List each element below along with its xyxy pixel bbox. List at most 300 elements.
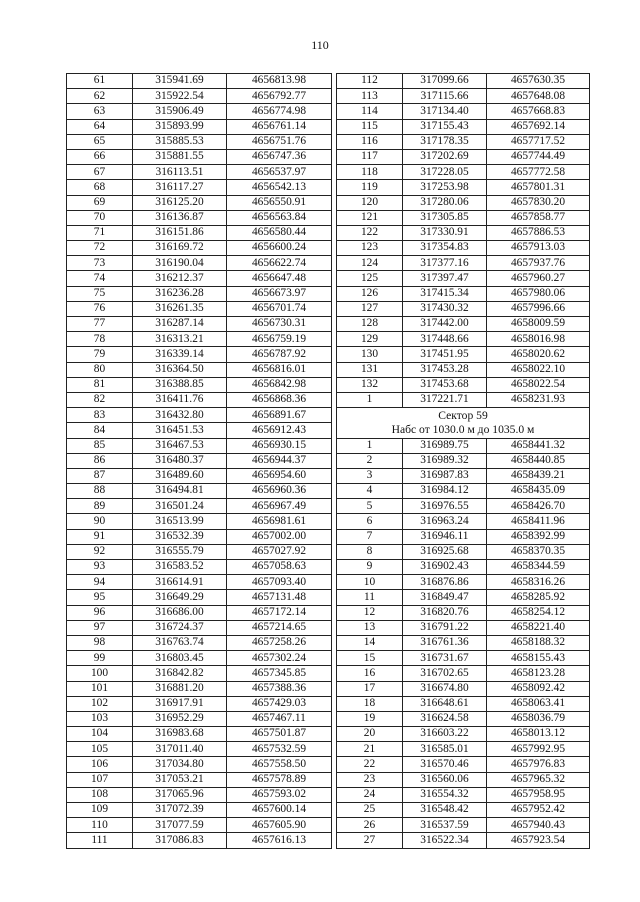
x-coordinate-cell: 316532.39: [133, 529, 227, 544]
x-coordinate-cell: 316761.36: [403, 635, 487, 650]
table-row: [67, 666, 332, 681]
x-coordinate-cell: 317077.59: [133, 818, 227, 833]
sector-title-row: [337, 408, 590, 423]
x-coordinate-cell: 317072.39: [133, 803, 227, 818]
point-number-cell: 109: [67, 803, 133, 818]
y-coordinate-cell: 4658344.59: [487, 560, 590, 575]
table-row: [67, 119, 332, 134]
point-number-cell: 72: [67, 241, 133, 256]
y-coordinate-cell: 4657093.40: [227, 575, 332, 590]
table-row: [337, 210, 590, 225]
y-coordinate-cell: 4657952.42: [487, 803, 590, 818]
point-number-cell: 112: [337, 74, 403, 89]
point-number-cell: 95: [67, 590, 133, 605]
point-number-cell: 98: [67, 635, 133, 650]
point-number-cell: 73: [67, 256, 133, 271]
x-coordinate-cell: 316570.46: [403, 757, 487, 772]
x-coordinate-cell: 317053.21: [133, 772, 227, 787]
table-row: [337, 392, 590, 407]
table-row: [337, 696, 590, 711]
table-row: [67, 833, 332, 848]
point-number-cell: 131: [337, 362, 403, 377]
y-coordinate-cell: 4657214.65: [227, 620, 332, 635]
x-coordinate-cell: 316614.91: [133, 575, 227, 590]
y-coordinate-cell: 4656954.60: [227, 468, 332, 483]
x-coordinate-cell: 316261.35: [133, 301, 227, 316]
y-coordinate-cell: 4656981.61: [227, 514, 332, 529]
table-row: [67, 134, 332, 149]
point-number-cell: 22: [337, 757, 403, 772]
x-coordinate-cell: 317011.40: [133, 742, 227, 757]
point-number-cell: 82: [67, 392, 133, 407]
point-number-cell: 91: [67, 529, 133, 544]
point-number-cell: 110: [67, 818, 133, 833]
table-row: [337, 119, 590, 134]
x-coordinate-cell: 315906.49: [133, 104, 227, 119]
point-number-cell: 83: [67, 408, 133, 423]
y-coordinate-cell: 4657532.59: [227, 742, 332, 757]
x-coordinate-cell: 315941.69: [133, 74, 227, 89]
point-number-cell: 90: [67, 514, 133, 529]
point-number-cell: 107: [67, 772, 133, 787]
y-coordinate-cell: 4656868.36: [227, 392, 332, 407]
point-number-cell: 14: [337, 635, 403, 650]
point-number-cell: 115: [337, 119, 403, 134]
x-coordinate-cell: 315885.53: [133, 134, 227, 149]
x-coordinate-cell: 316364.50: [133, 362, 227, 377]
x-coordinate-cell: 316946.11: [403, 529, 487, 544]
x-coordinate-cell: 316624.58: [403, 711, 487, 726]
y-coordinate-cell: 4658285.92: [487, 590, 590, 605]
table-row: [337, 377, 590, 392]
point-number-cell: 114: [337, 104, 403, 119]
x-coordinate-cell: 316513.99: [133, 514, 227, 529]
y-coordinate-cell: 4658022.54: [487, 377, 590, 392]
y-coordinate-cell: 4658022.10: [487, 362, 590, 377]
point-number-cell: 105: [67, 742, 133, 757]
point-number-cell: 2: [337, 453, 403, 468]
table-row: [337, 271, 590, 286]
table-row: [337, 332, 590, 347]
y-coordinate-cell: 4657717.52: [487, 134, 590, 149]
table-row: [67, 711, 332, 726]
point-number-cell: 17: [337, 681, 403, 696]
x-coordinate-cell: 316113.51: [133, 165, 227, 180]
x-coordinate-cell: 316763.74: [133, 635, 227, 650]
point-number-cell: 61: [67, 74, 133, 89]
point-number-cell: 23: [337, 772, 403, 787]
x-coordinate-cell: 316820.76: [403, 605, 487, 620]
table-row: [67, 544, 332, 559]
table-row: [67, 74, 332, 89]
point-number-cell: 101: [67, 681, 133, 696]
table-row: [67, 317, 332, 332]
point-number-cell: 21: [337, 742, 403, 757]
x-coordinate-cell: 316984.12: [403, 484, 487, 499]
y-coordinate-cell: 4658221.40: [487, 620, 590, 635]
table-row: [337, 620, 590, 635]
y-coordinate-cell: 4656550.91: [227, 195, 332, 210]
point-number-cell: 102: [67, 696, 133, 711]
y-coordinate-cell: 4656774.98: [227, 104, 332, 119]
point-number-cell: 26: [337, 818, 403, 833]
x-coordinate-cell: 316876.86: [403, 575, 487, 590]
x-coordinate-cell: 316555.79: [133, 544, 227, 559]
y-coordinate-cell: 4658316.26: [487, 575, 590, 590]
point-number-cell: 19: [337, 711, 403, 726]
x-coordinate-cell: 316976.55: [403, 499, 487, 514]
y-coordinate-cell: 4657648.08: [487, 89, 590, 104]
table-row: [67, 271, 332, 286]
y-coordinate-cell: 4656960.36: [227, 484, 332, 499]
x-coordinate-cell: 316339.14: [133, 347, 227, 362]
table-row: [337, 104, 590, 119]
table-row: [337, 711, 590, 726]
table-row: [67, 772, 332, 787]
y-coordinate-cell: 4657593.02: [227, 787, 332, 802]
point-number-cell: 20: [337, 727, 403, 742]
y-coordinate-cell: 4656792.77: [227, 89, 332, 104]
y-coordinate-cell: 4658435.09: [487, 484, 590, 499]
point-number-cell: 16: [337, 666, 403, 681]
table-row: [337, 681, 590, 696]
y-coordinate-cell: 4657027.92: [227, 544, 332, 559]
x-coordinate-cell: 317451.95: [403, 347, 487, 362]
x-coordinate-cell: 316989.32: [403, 453, 487, 468]
point-number-cell: 86: [67, 453, 133, 468]
x-coordinate-cell: 316983.68: [133, 727, 227, 742]
x-coordinate-cell: 316731.67: [403, 651, 487, 666]
point-number-cell: 63: [67, 104, 133, 119]
y-coordinate-cell: 4658392.99: [487, 529, 590, 544]
x-coordinate-cell: 317155.43: [403, 119, 487, 134]
x-coordinate-cell: 316151.86: [133, 225, 227, 240]
point-number-cell: 88: [67, 484, 133, 499]
x-coordinate-cell: 315893.99: [133, 119, 227, 134]
x-coordinate-cell: 317397.47: [403, 271, 487, 286]
point-number-cell: 77: [67, 317, 133, 332]
y-coordinate-cell: 4656647.48: [227, 271, 332, 286]
y-coordinate-cell: 4656930.15: [227, 438, 332, 453]
y-coordinate-cell: 4657002.00: [227, 529, 332, 544]
point-number-cell: 25: [337, 803, 403, 818]
point-number-cell: 1: [337, 392, 403, 407]
table-row: [67, 605, 332, 620]
point-number-cell: 5: [337, 499, 403, 514]
table-row: [67, 681, 332, 696]
y-coordinate-cell: 4657616.13: [227, 833, 332, 848]
x-coordinate-cell: 317221.71: [403, 392, 487, 407]
point-number-cell: 71: [67, 225, 133, 240]
y-coordinate-cell: 4656787.92: [227, 347, 332, 362]
y-coordinate-cell: 4658231.93: [487, 392, 590, 407]
table-row: [67, 635, 332, 650]
y-coordinate-cell: 4657429.03: [227, 696, 332, 711]
point-number-cell: 118: [337, 165, 403, 180]
y-coordinate-cell: 4656759.19: [227, 332, 332, 347]
y-coordinate-cell: 4658123.28: [487, 666, 590, 681]
table-row: [67, 392, 332, 407]
x-coordinate-cell: 317415.34: [403, 286, 487, 301]
x-coordinate-cell: 316560.06: [403, 772, 487, 787]
point-number-cell: 103: [67, 711, 133, 726]
y-coordinate-cell: 4657258.26: [227, 635, 332, 650]
point-number-cell: 87: [67, 468, 133, 483]
x-coordinate-cell: 316136.87: [133, 210, 227, 225]
y-coordinate-cell: 4657886.53: [487, 225, 590, 240]
point-number-cell: 120: [337, 195, 403, 210]
x-coordinate-cell: 316791.22: [403, 620, 487, 635]
y-coordinate-cell: 4656542.13: [227, 180, 332, 195]
point-number-cell: 116: [337, 134, 403, 149]
table-row: [67, 301, 332, 316]
table-row: [337, 301, 590, 316]
x-coordinate-cell: 316489.60: [133, 468, 227, 483]
table-row: [67, 408, 332, 423]
point-number-cell: 106: [67, 757, 133, 772]
point-number-cell: 8: [337, 544, 403, 559]
x-coordinate-cell: 317330.91: [403, 225, 487, 240]
table-row: [67, 423, 332, 438]
table-row: [337, 742, 590, 757]
y-coordinate-cell: 4657345.85: [227, 666, 332, 681]
y-coordinate-cell: 4657467.11: [227, 711, 332, 726]
table-row: [337, 484, 590, 499]
point-number-cell: 18: [337, 696, 403, 711]
y-coordinate-cell: 4657960.27: [487, 271, 590, 286]
point-number-cell: 89: [67, 499, 133, 514]
point-number-cell: 100: [67, 666, 133, 681]
x-coordinate-cell: 316451.53: [133, 423, 227, 438]
table-row: [67, 529, 332, 544]
point-number-cell: 94: [67, 575, 133, 590]
y-coordinate-cell: 4657302.24: [227, 651, 332, 666]
x-coordinate-cell: 316842.82: [133, 666, 227, 681]
y-coordinate-cell: 4657913.03: [487, 241, 590, 256]
y-coordinate-cell: 4656761.14: [227, 119, 332, 134]
x-coordinate-cell: 317430.32: [403, 301, 487, 316]
table-row: [67, 241, 332, 256]
table-row: [67, 104, 332, 119]
y-coordinate-cell: 4658009.59: [487, 317, 590, 332]
point-number-cell: 111: [67, 833, 133, 848]
table-row: [337, 544, 590, 559]
y-coordinate-cell: 4657772.58: [487, 165, 590, 180]
table-row: [337, 362, 590, 377]
table-row: [67, 514, 332, 529]
y-coordinate-cell: 4657937.76: [487, 256, 590, 271]
point-number-cell: 64: [67, 119, 133, 134]
y-coordinate-cell: 4658013.12: [487, 727, 590, 742]
y-coordinate-cell: 4658426.70: [487, 499, 590, 514]
x-coordinate-cell: 316411.76: [133, 392, 227, 407]
x-coordinate-cell: 316648.61: [403, 696, 487, 711]
table-row: [337, 757, 590, 772]
point-number-cell: 7: [337, 529, 403, 544]
x-coordinate-cell: 317115.66: [403, 89, 487, 104]
y-coordinate-cell: 4657992.95: [487, 742, 590, 757]
point-number-cell: 122: [337, 225, 403, 240]
table-row: [67, 757, 332, 772]
y-coordinate-cell: 4657172.14: [227, 605, 332, 620]
x-coordinate-cell: 317253.98: [403, 180, 487, 195]
y-coordinate-cell: 4657980.06: [487, 286, 590, 301]
table-row: [337, 134, 590, 149]
x-coordinate-cell: 316585.01: [403, 742, 487, 757]
point-number-cell: 117: [337, 149, 403, 164]
sector-note-row: [337, 423, 590, 438]
table-row: [67, 453, 332, 468]
point-number-cell: 84: [67, 423, 133, 438]
point-number-cell: 62: [67, 89, 133, 104]
y-coordinate-cell: 4657830.20: [487, 195, 590, 210]
y-coordinate-cell: 4658188.32: [487, 635, 590, 650]
table-row: [67, 818, 332, 833]
table-row: [337, 499, 590, 514]
x-coordinate-cell: 316313.21: [133, 332, 227, 347]
x-coordinate-cell: 317228.05: [403, 165, 487, 180]
table-row: [337, 149, 590, 164]
point-number-cell: 11: [337, 590, 403, 605]
y-coordinate-cell: 4657958.95: [487, 787, 590, 802]
point-number-cell: 67: [67, 165, 133, 180]
x-coordinate-cell: 316917.91: [133, 696, 227, 711]
table-row: [67, 377, 332, 392]
y-coordinate-cell: 4656673.97: [227, 286, 332, 301]
x-coordinate-cell: 316987.83: [403, 468, 487, 483]
table-row: [337, 787, 590, 802]
table-row: [337, 772, 590, 787]
table-row: [337, 818, 590, 833]
y-coordinate-cell: 4658063.41: [487, 696, 590, 711]
y-coordinate-cell: 4658441.32: [487, 438, 590, 453]
table-row: [67, 438, 332, 453]
y-coordinate-cell: 4656813.98: [227, 74, 332, 89]
x-coordinate-cell: 317354.83: [403, 241, 487, 256]
y-coordinate-cell: 4656701.74: [227, 301, 332, 316]
table-row: [67, 696, 332, 711]
x-coordinate-cell: 316554.32: [403, 787, 487, 802]
y-coordinate-cell: 4657692.14: [487, 119, 590, 134]
y-coordinate-cell: 4656751.76: [227, 134, 332, 149]
y-coordinate-cell: 4656622.74: [227, 256, 332, 271]
point-number-cell: 76: [67, 301, 133, 316]
y-coordinate-cell: 4658440.85: [487, 453, 590, 468]
point-number-cell: 27: [337, 833, 403, 848]
y-coordinate-cell: 4657668.83: [487, 104, 590, 119]
table-row: [337, 225, 590, 240]
y-coordinate-cell: 4656580.44: [227, 225, 332, 240]
y-coordinate-cell: 4658092.42: [487, 681, 590, 696]
point-number-cell: 125: [337, 271, 403, 286]
point-number-cell: 78: [67, 332, 133, 347]
table-row: [337, 256, 590, 271]
x-coordinate-cell: 316432.80: [133, 408, 227, 423]
point-number-cell: 80: [67, 362, 133, 377]
point-number-cell: 132: [337, 377, 403, 392]
y-coordinate-cell: 4658016.98: [487, 332, 590, 347]
table-row: [67, 225, 332, 240]
point-number-cell: 99: [67, 651, 133, 666]
table-row: [337, 560, 590, 575]
x-coordinate-cell: 316603.22: [403, 727, 487, 742]
table-row: [67, 499, 332, 514]
x-coordinate-cell: 317442.00: [403, 317, 487, 332]
sector-title: Сектор 59: [337, 408, 590, 423]
point-number-cell: 15: [337, 651, 403, 666]
x-coordinate-cell: 317453.68: [403, 377, 487, 392]
table-row: [67, 347, 332, 362]
y-coordinate-cell: 4657858.77: [487, 210, 590, 225]
table-row: [337, 529, 590, 544]
x-coordinate-cell: 316190.04: [133, 256, 227, 271]
point-number-cell: 65: [67, 134, 133, 149]
point-number-cell: 85: [67, 438, 133, 453]
point-number-cell: 6: [337, 514, 403, 529]
y-coordinate-cell: 4656747.36: [227, 149, 332, 164]
point-number-cell: 1: [337, 438, 403, 453]
y-coordinate-cell: 4657388.36: [227, 681, 332, 696]
table-row: [337, 89, 590, 104]
point-number-cell: 9: [337, 560, 403, 575]
table-row: [67, 256, 332, 271]
table-row: [337, 635, 590, 650]
x-coordinate-cell: 317086.83: [133, 833, 227, 848]
table-row: [337, 286, 590, 301]
table-row: [67, 575, 332, 590]
x-coordinate-cell: 316537.59: [403, 818, 487, 833]
table-row: [337, 468, 590, 483]
y-coordinate-cell: 4657801.31: [487, 180, 590, 195]
point-number-cell: 113: [337, 89, 403, 104]
x-coordinate-cell: 317065.96: [133, 787, 227, 802]
x-coordinate-cell: 316881.20: [133, 681, 227, 696]
table-row: [337, 590, 590, 605]
point-number-cell: 129: [337, 332, 403, 347]
point-number-cell: 92: [67, 544, 133, 559]
x-coordinate-cell: 316902.43: [403, 560, 487, 575]
x-coordinate-cell: 316548.42: [403, 803, 487, 818]
point-number-cell: 96: [67, 605, 133, 620]
x-coordinate-cell: 316989.75: [403, 438, 487, 453]
x-coordinate-cell: 316467.53: [133, 438, 227, 453]
sector-elevation-note: Набс от 1030.0 м до 1035.0 м: [337, 423, 590, 438]
table-row: [337, 666, 590, 681]
point-number-cell: 128: [337, 317, 403, 332]
point-number-cell: 81: [67, 377, 133, 392]
y-coordinate-cell: 4656816.01: [227, 362, 332, 377]
table-row: [67, 620, 332, 635]
point-number-cell: 93: [67, 560, 133, 575]
x-coordinate-cell: 316849.47: [403, 590, 487, 605]
table-row: [337, 195, 590, 210]
table-row: [337, 317, 590, 332]
x-coordinate-cell: 316287.14: [133, 317, 227, 332]
x-coordinate-cell: 316952.29: [133, 711, 227, 726]
x-coordinate-cell: 317178.35: [403, 134, 487, 149]
point-number-cell: 127: [337, 301, 403, 316]
y-coordinate-cell: 4658254.12: [487, 605, 590, 620]
point-number-cell: 10: [337, 575, 403, 590]
table-row: [67, 484, 332, 499]
x-coordinate-cell: 316117.27: [133, 180, 227, 195]
point-number-cell: 74: [67, 271, 133, 286]
table-row: [337, 438, 590, 453]
y-coordinate-cell: 4657605.90: [227, 818, 332, 833]
y-coordinate-cell: 4657976.83: [487, 757, 590, 772]
y-coordinate-cell: 4656537.97: [227, 165, 332, 180]
y-coordinate-cell: 4656600.24: [227, 241, 332, 256]
